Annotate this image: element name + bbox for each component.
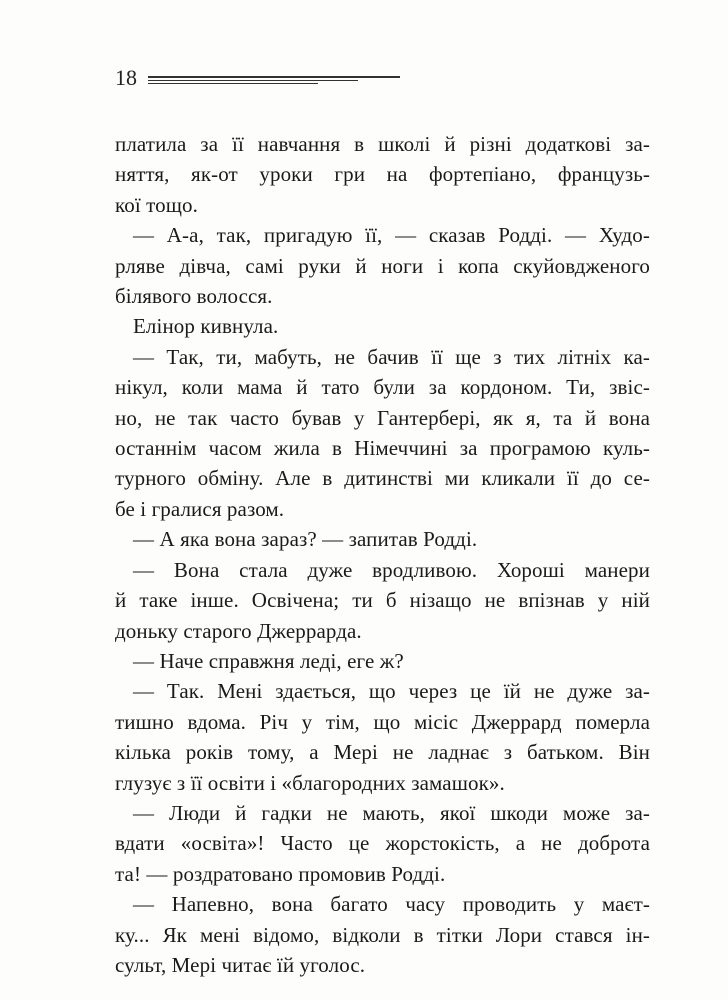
header-rule-line [148,83,318,84]
text-line: кої тощо. [115,192,198,217]
text-line: — Так. Мені здається, що через це їй не дуже за- [133,679,650,704]
text-line: ку... Як мені відомо, відколи в тітки Лори стався ін- [115,922,650,947]
text-line: бе і гралися разом. [115,496,285,521]
text-line: й таке інше. Освічена; ти б нізащо не впізнав у ній [115,588,650,613]
text-line: турного обміну. Але в дитинстві ми кликали її до се- [115,466,650,491]
text-line: кілька років тому, а Мері не ладнає з батьком. Він [115,740,650,765]
header-rule-line [148,80,358,81]
text-line: платила за її навчання в школі й різні додаткові за- [115,132,650,156]
text-line: — Вона стала дуже вродливою. Хороші манери [133,557,650,582]
text-line: останнім часом жила в Німеччині за програмою куль- [115,436,650,461]
text-line: — А-а, так, пригадую її, — сказав Родді. — Худо- [133,223,650,248]
text-line: білявого волосся. [115,284,273,309]
text-line: тишно вдома. Річ у тім, що місіс Джеррард померла [115,709,650,734]
text-line: няття, як-от уроки гри на фортепіано, французь- [115,162,650,187]
page-header [115,66,405,90]
text-line: — Наче справжня леді, еге ж? [133,648,404,673]
text-line: глузує з її освіти і «благородних замашок». [115,770,505,795]
text-line: Елінор кивнула. [133,314,279,339]
text-line: — А яка вона зараз? — запитав Родді. [133,527,478,552]
text-line: вдати «освіта»! Часто це жорстокість, а не доброта [115,831,650,856]
text-line: нікул, коли мама й тато були за кордоном. Ти, звіс- [115,375,650,400]
text-line: сульт, Мері читає їй уголос. [115,952,366,977]
text-line: рляве дівча, самі руки й ноги і копа скуйовдженого [115,253,650,278]
text-line: — Напевно, вона багато часу проводить у маєт- [133,892,650,917]
text-line: та! — роздратовано промовив Родді. [115,861,446,886]
header-rule-line [148,76,400,78]
text-line: доньку старого Джеррарда. [115,618,362,643]
body-text [115,129,650,980]
header-rule [148,76,400,85]
text-line: — Так, ти, мабуть, не бачив її ще з тих літніх ка- [133,344,650,369]
text-line: — Люди й гадки не мають, якої шкоди може за- [133,800,650,825]
page-number: 18 [115,65,137,90]
text-line: но, не так часто бував у Гантербері, як я, та й вона [115,405,650,430]
